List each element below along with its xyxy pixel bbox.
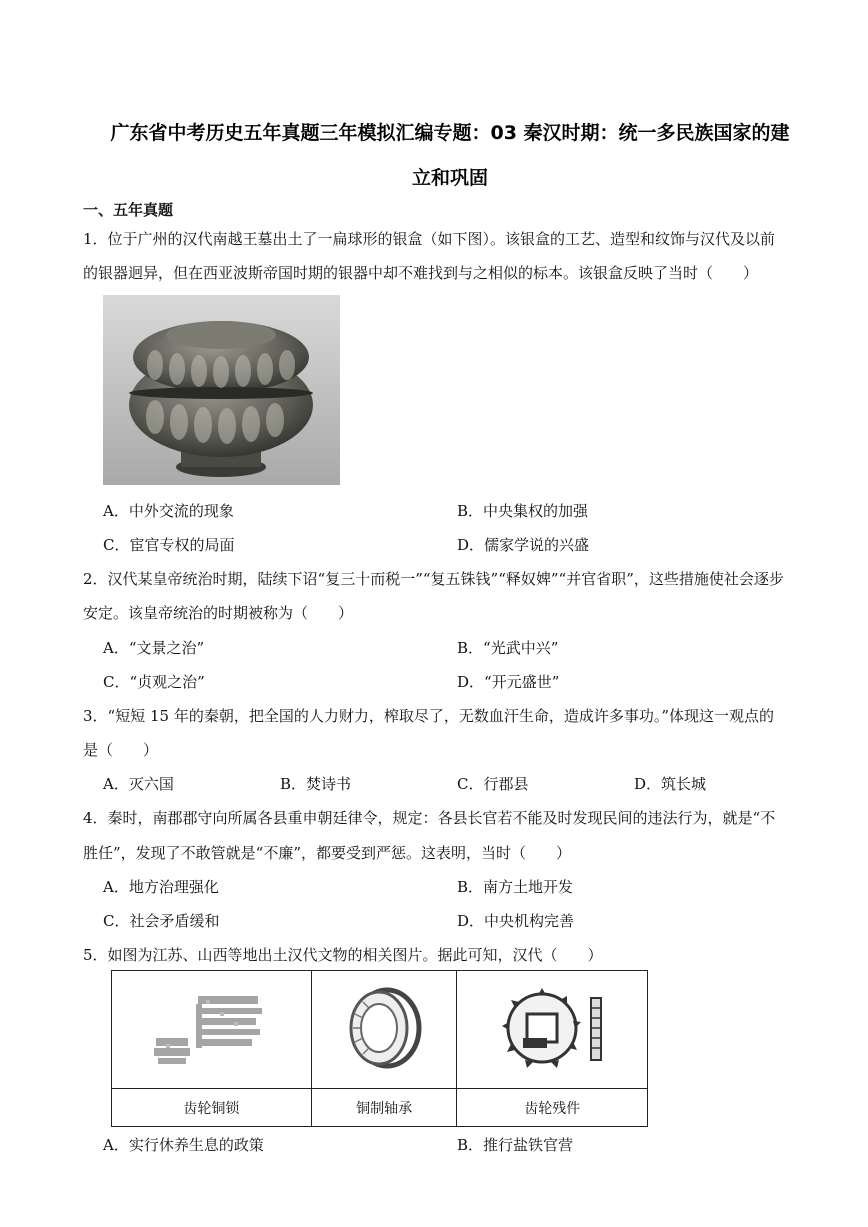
caption-gear-fragment: 齿轮残件 — [457, 1089, 648, 1127]
silver-box-photo — [103, 295, 340, 485]
question-2-option-c: C．“贞观之治” — [103, 673, 205, 691]
question-3-line-2: 是（ ） — [83, 741, 159, 759]
question-5-option-a: A．实行休养生息的政策 — [103, 1136, 264, 1154]
question-2-option-d: D．“开元盛世” — [457, 673, 560, 691]
section-heading: 一、五年真题 — [83, 201, 174, 219]
question-3-option-a: A．灭六国 — [103, 775, 174, 793]
question-3-option-c: C．行郡县 — [457, 775, 529, 793]
gear-fragment-cell — [457, 971, 648, 1089]
question-1-line-1: 1．位于广州的汉代南越王墓出土了一扁球形的银盒（如下图）。该银盒的工艺、造型和纹饰与汉代及以前 — [83, 230, 776, 248]
question-1-option-b: B．中央集权的加强 — [457, 502, 589, 520]
caption-gear-lock: 齿轮铜锁 — [112, 1089, 312, 1127]
question-3-line-1: 3．“短短 15 年的秦朝，把全国的人力财力，榨取尽了，无数血汗生命，造成许多事功。”体现这一观点的 — [83, 707, 775, 725]
question-4-line-2: 胜任”，发现了不敢管就是“不廉”，都要受到严惩。这表明，当时（ ） — [83, 844, 572, 862]
question-2-option-a: A．“文景之治” — [103, 639, 205, 657]
question-2-option-b: B．“光武中兴” — [457, 639, 559, 657]
silver-box-image — [103, 295, 340, 485]
question-2-line-2: 安定。该皇帝统治的时期被称为（ ） — [83, 604, 354, 622]
document-title-line-1: 广东省中考历史五年真题三年模拟汇编专题：03 秦汉时期：统一多民族国家的建 — [110, 122, 790, 144]
question-2-line-1: 2．汉代某皇帝统治时期，陆续下诏“复三十而税一”“复五铢钱”“释奴婢”“并官省职”，这些措施使社会逐步 — [83, 570, 784, 588]
gear-fragment-image — [487, 978, 617, 1078]
gear-lock-cell — [112, 971, 312, 1089]
document-title-line-2: 立和巩固 — [411, 167, 488, 189]
question-5-option-b: B．推行盐铁官营 — [457, 1136, 574, 1154]
question-1-line-2: 的银器迥异，但在西亚波斯帝国时期的银器中却不难找到与之相似的标本。该银盒反映了当时（ ） — [83, 264, 759, 282]
question-1-option-c: C．宦官专权的局面 — [103, 536, 235, 554]
question-4-line-1: 4．秦时，南郡郡守向所属各县重申朝廷律令，规定：各县长官若不能及时发现民间的违法行为，就是“不 — [83, 809, 776, 827]
copper-bearing-cell — [311, 971, 457, 1089]
question-4-option-c: C．社会矛盾缓和 — [103, 912, 220, 930]
question-1-option-a: A．中外交流的现象 — [103, 502, 234, 520]
question-3-option-d: D．筑长城 — [634, 775, 707, 793]
copper-bearing-image — [339, 978, 429, 1078]
artifacts-table — [111, 970, 648, 1127]
question-3-option-b: B．焚诗书 — [280, 775, 352, 793]
question-5-line-1: 5．如图为江苏、山西等地出土汉代文物的相关图片。据此可知，汉代（ ） — [83, 946, 603, 964]
question-4-option-a: A．地方治理强化 — [103, 878, 219, 896]
gear-lock-image — [136, 978, 286, 1078]
question-4-option-d: D．中央机构完善 — [457, 912, 575, 930]
caption-copper-bearing: 铜制轴承 — [311, 1089, 457, 1127]
question-4-option-b: B．南方土地开发 — [457, 878, 574, 896]
question-1-option-d: D．儒家学说的兴盛 — [457, 536, 590, 554]
